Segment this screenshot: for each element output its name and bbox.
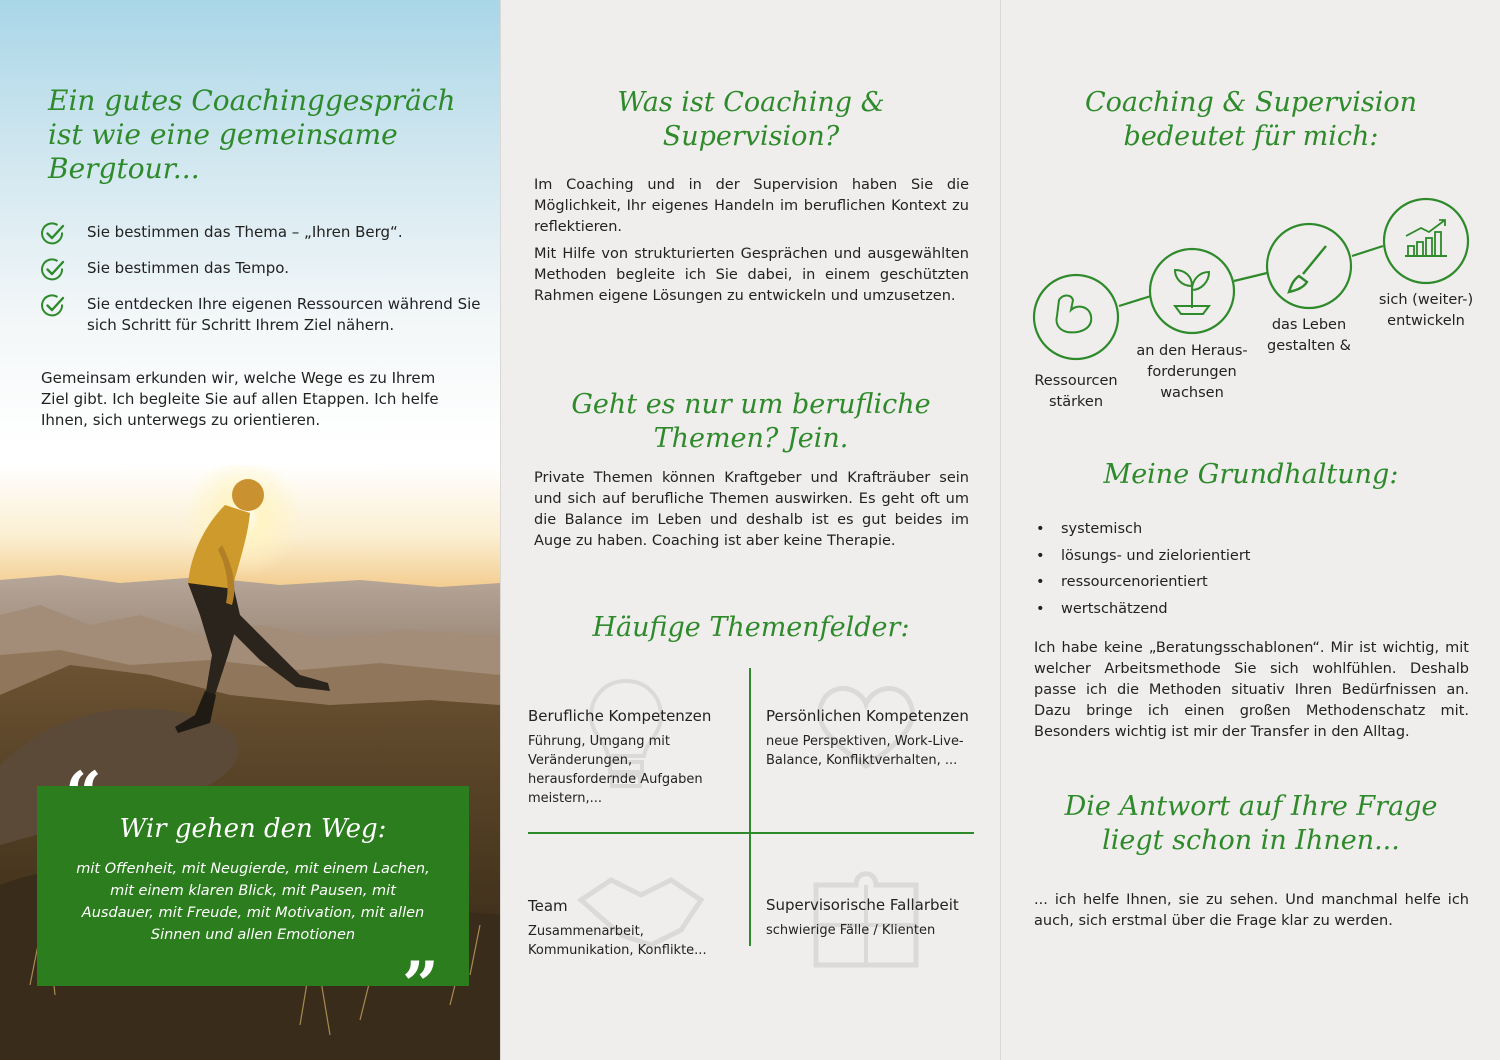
panel-middle <box>500 0 1000 1060</box>
heading-answer: Die Antwort auf Ihre Frage liegt schon in Ihnen... <box>1064 791 1438 856</box>
paragraph: Ich habe keine „Beratungsschablonen“. Mir ist wichtig, mit welcher Arbeitsmethode Sie sich wohlfühlen. Deshalb passe ich die Methoden situativ Ihren Bedürfnissen an. Dazu bringe ich einen großen Methodenschatz mit. Besonders wichtig ist mir der Transfer in den Alltag. <box>1034 640 1469 740</box>
checklist-text: Sie bestimmen das Tempo. <box>87 259 289 277</box>
topic-field <box>766 895 981 940</box>
muscle-icon <box>1034 275 1118 359</box>
checklist <box>40 222 490 351</box>
brush-icon <box>1267 224 1351 308</box>
quote-text: mit Offenheit, mit Neugierde, mit einem Lachen, mit einem klaren Blick, mit Pausen, mit Ausdauer, mit Freude, mit Motivation, mit allen Sinnen und allen Emotionen <box>76 861 430 943</box>
heading-meaning: Coaching & Supervision bedeutet für mich: <box>1084 87 1418 152</box>
list-item: • wertschätzend <box>1034 596 1250 623</box>
list-item <box>40 258 490 279</box>
topic-field <box>528 896 743 960</box>
list-item: • systemisch <box>1034 516 1250 543</box>
steps-timeline <box>1001 190 1500 430</box>
field-title: Supervisorische Fallarbeit <box>766 896 959 914</box>
heading-what-is-coaching: Was ist Coaching & Supervision? <box>617 87 885 152</box>
step-line: Ressourcen <box>1034 373 1118 389</box>
field-text: neue Perspektiven, Work-Live-Balance, Konfliktverhalten, ... <box>766 734 964 768</box>
step-line: stärken <box>1048 394 1104 410</box>
step-line: an den Heraus- <box>1136 343 1248 359</box>
step-line: gestalten & <box>1267 338 1351 354</box>
check-circle-icon <box>40 257 66 283</box>
grid-horizontal-divider <box>528 832 974 834</box>
check-circle-icon <box>40 221 66 247</box>
panel-right <box>1000 0 1500 1060</box>
panel-left <box>0 0 500 1060</box>
paragraph: ... ich helfe Ihnen, sie zu sehen. Und manchmal helfe ich auch, sich erstmal über die Frage klar zu werden. <box>1034 892 1469 929</box>
quote-close-mark: ” <box>402 948 439 1023</box>
field-text: Zusammenarbeit, Kommunikation, Konflikte... <box>528 924 707 958</box>
heading-only-professional: Geht es nur um berufliche Themen? Jein. <box>571 389 931 454</box>
field-text: Führung, Umgang mit Veränderungen, herausfordernde Aufgaben meistern,... <box>528 734 703 806</box>
intro-paragraph: Gemeinsam erkunden wir, welche Wege es zu Ihrem Ziel gibt. Ich begleite Sie auf allen Etappen. Ich helfe Ihnen, sich unterwegs zu orientieren. <box>41 369 439 429</box>
checklist-text: Sie entdecken Ihre eigenen Ressourcen während Sie sich Schritt für Schritt Ihrem Ziel nähern. <box>87 295 481 334</box>
heading-basic-attitude: Meine Grundhaltung: <box>1103 459 1399 490</box>
quote-title: Wir gehen den Weg: <box>119 814 387 844</box>
list-item: • lösungs- und zielorientiert <box>1034 543 1250 570</box>
field-title: Persönlichen Kompetenzen <box>766 707 969 725</box>
topic-field <box>528 706 743 808</box>
growth-chart-icon <box>1384 199 1468 283</box>
step-label <box>1127 341 1257 404</box>
sprout-icon <box>1150 249 1234 333</box>
step-label <box>1021 371 1131 413</box>
grid-vertical-divider <box>749 668 751 946</box>
list-item <box>40 222 490 243</box>
list-item <box>40 294 490 336</box>
heading-topic-fields: Häufige Themenfelder: <box>592 612 910 643</box>
paragraph: Im Coaching und in der Supervision haben Sie die Möglichkeit, Ihr eigenes Handeln im beruflichen Kontext zu reflektieren. <box>534 177 969 235</box>
step-line: das Leben <box>1271 317 1347 333</box>
step-label <box>1366 290 1486 332</box>
step-line: wachsen <box>1160 385 1224 401</box>
step-line: sich (weiter-) <box>1378 292 1474 308</box>
attitude-list <box>1034 516 1250 622</box>
field-text: schwierige Fälle / Klienten <box>766 923 936 938</box>
check-circle-icon <box>40 293 66 319</box>
checklist-text: Sie bestimmen das Thema – „Ihren Berg“. <box>87 223 403 241</box>
step-line: entwickeln <box>1387 313 1465 329</box>
step-line: forderungen <box>1147 364 1237 380</box>
step-label <box>1254 315 1364 357</box>
paragraph: Mit Hilfe von strukturierten Gesprächen und ausgewählten Methoden begleite ich Sie dabei, in einem geschützten Rahmen eigene Lösungen zu entwickeln und umzusetzen. <box>534 246 969 304</box>
topic-field <box>766 706 981 770</box>
paragraph: Private Themen können Kraftgeber und Krafträuber sein und sich auf berufliche Themen auswirken. Es geht oft um die Balance im Leben und deshalb ist es gut beides im Auge zu haben. Coaching ist aber keine Therapie. <box>534 470 969 549</box>
list-item: • ressourcenorientiert <box>1034 569 1250 596</box>
field-title: Berufliche Kompetenzen <box>528 707 712 725</box>
panel1-title: Ein gutes Coachinggespräch ist wie eine gemeinsame Bergtour... <box>48 84 456 185</box>
field-title: Team <box>528 897 568 915</box>
